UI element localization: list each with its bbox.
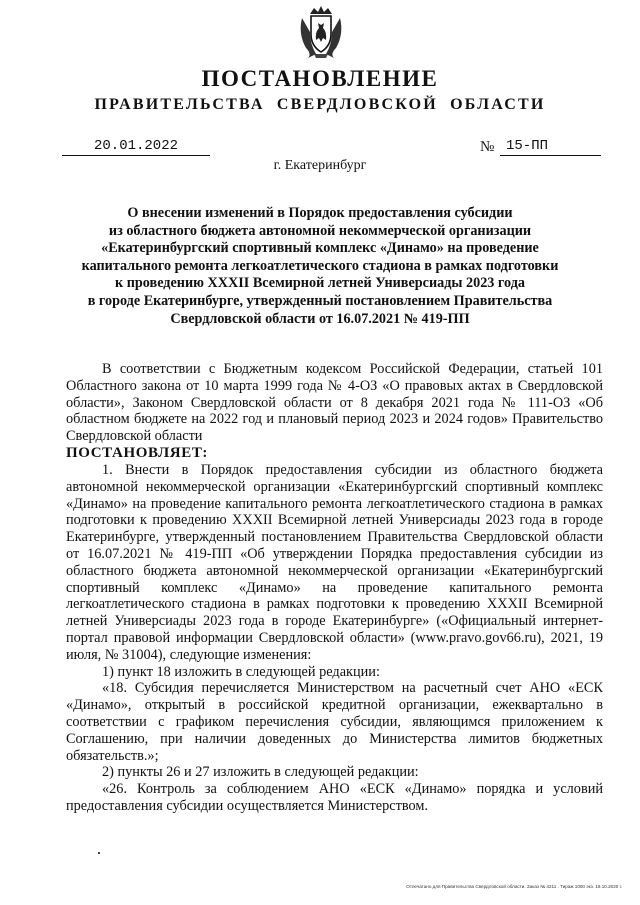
coat-of-arms-emblem — [296, 4, 346, 60]
stray-mark — [98, 852, 100, 854]
heading-line: из областного бюджета автономной некоммерческой организации — [108, 222, 532, 239]
subitem-2-paragraph: 2) пункты 26 и 27 изложить в следующей редакции: — [102, 764, 419, 781]
preamble-paragraph: В соответствии с Бюджетным кодексом Российской Федерации, статьей 101 Областного закона от 10 марта 1999 года № 4-ОЗ «О правовых актах в Свердловской области», Законом Свердловской области от 8 декабря 2021 года № 111-ОЗ «Об областном бюджете на 2022 год и плановый период 2023 и 2024 годов» Правительство Свердловской области — [66, 361, 603, 445]
print-footnote: Отпечатано для Правительства Свердловской области. Заказ № 4211 . Тираж 1000 экз. 18.10.2020 г. — [406, 884, 622, 889]
subitem-1-paragraph: 1) пункт 18 изложить в следующей редакции: — [102, 663, 380, 680]
number-sign: № — [480, 139, 495, 155]
resolve-label: ПОСТАНОВЛЯЕТ: — [66, 444, 209, 461]
issuing-authority: ПРАВИТЕЛЬСТВА СВЕРДЛОВСКОЙ ОБЛАСТИ — [94, 96, 546, 113]
heading-line: Свердловской области от 16.07.2021 № 419-ПП — [170, 310, 470, 327]
document-date: 20.01.2022 — [62, 138, 210, 156]
heading-line: капитального ремонта легкоатлетического стадиона в рамках подготовки — [81, 257, 559, 274]
document-number: 15-ПП — [500, 138, 601, 156]
quote-18-paragraph: «18. Субсидия перечисляется Министерством на расчетный счет АНО «ЕСК «Динамо», открытый в российской кредитной организации, ежеквартально в соответствии с графиком перечисления субсидии, являющимся приложением к Соглашению, при наличии доведенных до Министерства лимитов бюджетных обязательств.»; — [66, 680, 603, 764]
quote-26-paragraph: «26. Контроль за соблюдением АНО «ЕСК «Динамо» порядка и условий предоставления субсидии осуществляется Министерством. — [66, 781, 603, 814]
document-title: ПОСТАНОВЛЕНИЕ — [201, 66, 439, 91]
heading-line: в городе Екатеринбурге, утвержденный постановлением Правительства — [87, 292, 553, 309]
city: г. Екатеринбург — [273, 158, 367, 173]
heading-line: «Екатеринбургский спортивный комплекс «Динамо» на проведение — [101, 240, 539, 257]
heading-line: к проведению XXXII Всемирной летней Универсиады 2023 года — [115, 275, 525, 292]
document-heading — [70, 205, 570, 328]
document-body — [66, 361, 603, 815]
heading-line: О внесении изменений в Порядок предоставления субсидии — [127, 205, 513, 221]
item-1-paragraph: 1. Внести в Порядок предоставления субсидии из областного бюджета автономной некоммерческой организации «Екатеринбургский спортивный комплекс «Динамо» на проведение капитального ремонта легкоатлетического стадиона в рамках подготовки к проведению XXXII Всемирной летней Универсиады 2023 года в городе Екатеринбурге, утвержденный постановлением Правительства Свердловской области от 16.07.2021 № 419-ПП «Об утверждении Порядка предоставления субсидии из областного бюджета автономной некоммерческой организации «Екатеринбургский спортивный комплекс «Динамо» на проведение капитального ремонта легкоатлетического стадиона в рамках подготовки к проведению XXXII Всемирной летней Универсиады 2023 года в городе Екатеринбурге» («Официальный интернет-портал правовой информации Свердловской области» (www.pravo.gov66.ru), 2021, 19 июля, № 31004), следующие изменения: — [66, 461, 603, 663]
